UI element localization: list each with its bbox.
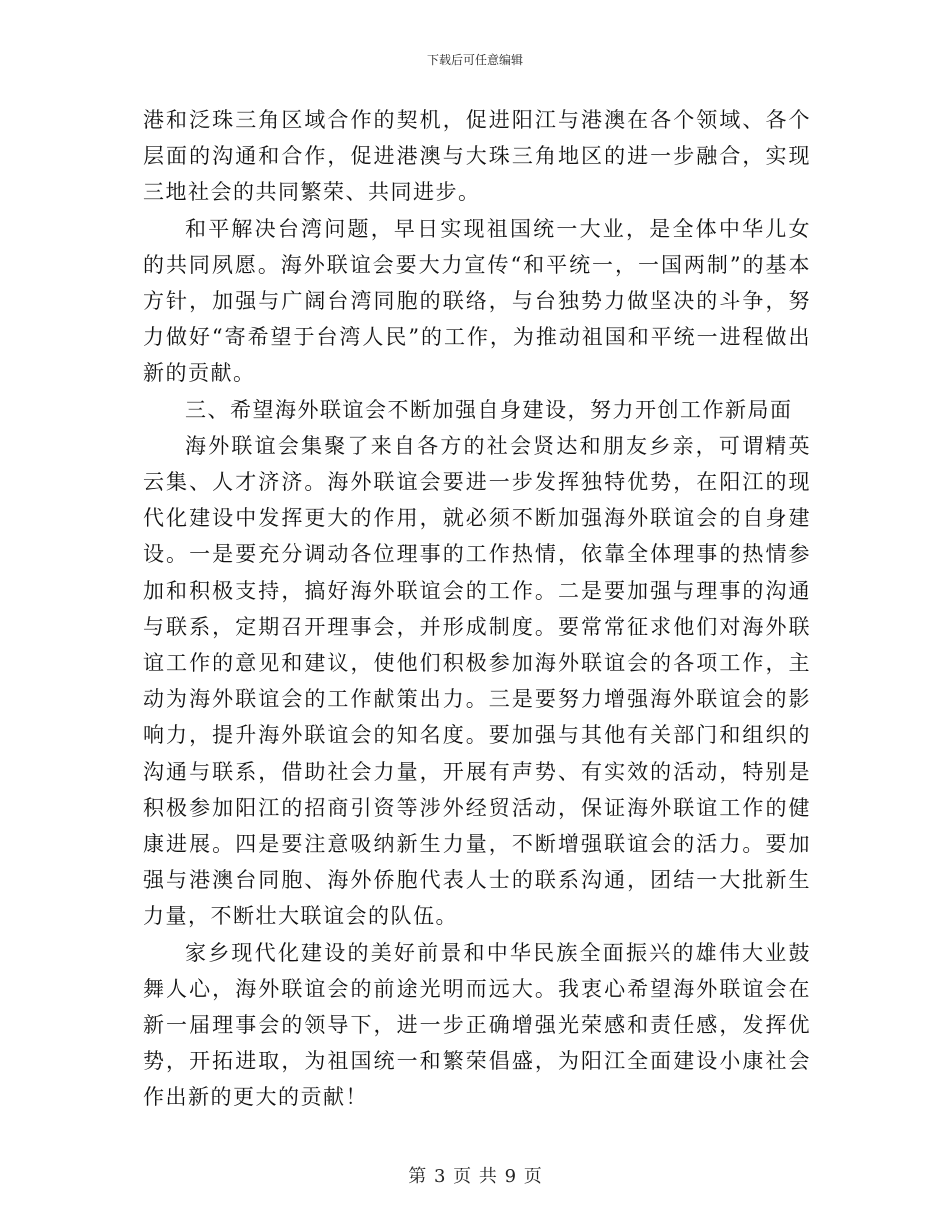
document-body (143, 102, 811, 1116)
page-number: 第 3 页 共 9 页 (408, 1166, 542, 1187)
paragraph-continuation: 港和泛珠三角区域合作的契机，促进阳江与港澳在各个领域、各个层面的沟通和合作，促进港澳与大珠三角地区的进一步融合，实现三地社会的共同繁荣、共同进步。 (143, 108, 811, 205)
page-header: 下载后可任意编辑 (426, 53, 523, 67)
section-heading: 三、希望海外联谊会不断加强自身建设，努力开创工作新局面 (185, 397, 793, 422)
paragraph-self-building: 海外联谊会集聚了来自各方的社会贤达和朋友乡亲，可谓精英云集、人才济济。海外联谊会要进一步发挥独特优势，在阳江的现代化建设中发挥更大的作用，就必须不断加强海外联谊会的自身建设。一是要充分调动各位理事的工作热情，依靠全体理事的热情参加和积极支持，搞好海外联谊会的工作。二是要加强与理事的沟通与联系，定期召开理事会，并形成制度。要常常征求他们对海外联谊工作的意见和建议，使他们积极参加海外联谊会的各项工作，主动为海外联谊会的工作献策出力。三是要努力增强海外联谊会的影响力，提升海外联谊会的知名度。要加强与其他有关部门和组织的沟通与联系，借助社会力量，开展有声势、有实效的活动，特别是积极参加阳江的招商引资等涉外经贸活动，保证海外联谊工作的健康进展。四是要注意吸纳新生力量，不断增强联谊会的活力。要加强与港澳台同胞、海外侨胞代表人士的联系沟通，团结一大批新生力量，不断壮大联谊会的队伍。 (143, 433, 811, 929)
paragraph-taiwan: 和平解决台湾问题，早日实现祖国统一大业，是全体中华儿女的共同夙愿。海外联谊会要大力宣传“和平统一，一国两制”的基本方针，加强与广阔台湾同胞的联络，与台独势力做坚决的斗争，努力做好“寄希望于台湾人民”的工作，为推动祖国和平统一进程做出新的贡献。 (143, 216, 811, 386)
paragraph-closing: 家乡现代化建设的美好前景和中华民族全面振兴的雄伟大业鼓舞人心，海外联谊会的前途光明而远大。我衷心希望海外联谊会在新一届理事会的领导下，进一步正确增强光荣感和责任感，发挥优势，开拓进取，为祖国统一和繁荣倡盛，为阳江全面建设小康社会作出新的更大的贡献！ (143, 940, 811, 1110)
